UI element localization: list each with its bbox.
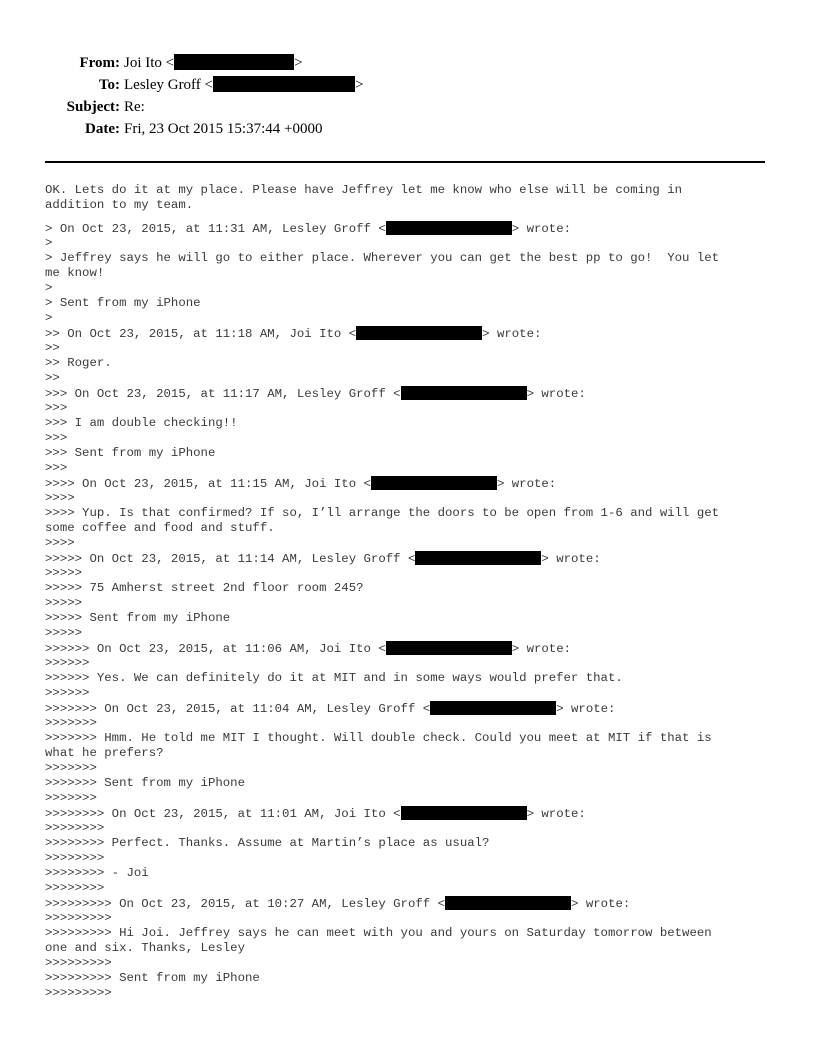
redaction-box (386, 221, 512, 235)
body-line: >>>>> 75 Amherst street 2nd floor room 245? (45, 581, 364, 595)
to-label: To: (98, 77, 120, 93)
body-line: >>>>>>>>> Sent from my iPhone (45, 971, 260, 985)
body-line: >>> I am double checking!! (45, 416, 238, 430)
paragraph-gap (45, 213, 775, 221)
body-line: > (45, 311, 53, 325)
redaction-box (371, 476, 497, 490)
body-line: OK. Lets do it at my place. Please have Jeffrey let me know who else will be coming in (45, 183, 683, 197)
body-line: >>>> On Oct 23, 2015, at 11:15 AM, Joi Ito < > wrote: (45, 477, 557, 491)
body-line: me know! (45, 266, 105, 280)
body-line: > Jeffrey says he will go to either place. Wherever you can get the best pp to go! You let (45, 251, 720, 265)
from-value: Joi Ito < > (124, 55, 303, 71)
body-line: >>>>>>> (45, 716, 97, 730)
body-line: >>>>> On Oct 23, 2015, at 11:14 AM, Lesley Groff < > wrote: (45, 552, 601, 566)
body-line: > (45, 281, 53, 295)
body-line: what he prefers? (45, 746, 164, 760)
redaction-box (430, 701, 556, 715)
body-line: addition to my team. (45, 198, 194, 212)
body-line: > On Oct 23, 2015, at 11:31 AM, Lesley Groff < > wrote: (45, 222, 572, 236)
body-line: >>>>>>>>> (45, 911, 112, 925)
redaction-box (356, 326, 482, 340)
email-body (45, 183, 775, 1001)
body-line: >>>>>> (45, 686, 90, 700)
body-line: >>>>>>>>> (45, 956, 112, 970)
to-value: Lesley Groff < > (124, 77, 364, 93)
body-line: >>>>>>> (45, 791, 97, 805)
body-line: >> On Oct 23, 2015, at 11:18 AM, Joi Ito < > wrote: (45, 327, 542, 341)
body-line: >>>>>>> On Oct 23, 2015, at 11:04 AM, Lesley Groff < > wrote: (45, 702, 616, 716)
body-line: >>>>>>>> Perfect. Thanks. Assume at Martin’s place as usual? (45, 836, 490, 850)
body-line: >> Roger. (45, 356, 112, 370)
body-line: some coffee and food and stuff. (45, 521, 275, 535)
body-line: >> (45, 341, 60, 355)
body-line: >>>>>>>> (45, 821, 105, 835)
redaction-box (401, 806, 527, 820)
header-divider (45, 161, 765, 163)
body-line: >>>>>>>> (45, 851, 105, 865)
subject-value: Re: (124, 99, 145, 115)
body-line: >>>>> Sent from my iPhone (45, 611, 231, 625)
body-line: >>>>> (45, 566, 83, 580)
body-line: >>>>>>> Sent from my iPhone (45, 776, 246, 790)
body-line: > (45, 236, 53, 250)
date-label: Date: (85, 121, 120, 137)
body-line: >>> (45, 431, 68, 445)
from-label: From: (79, 55, 120, 71)
body-line: >> (45, 371, 60, 385)
date-value: Fri, 23 Oct 2015 15:37:44 +0000 (124, 121, 323, 137)
body-line: >>>>>> Yes. We can definitely do it at MIT and in some ways would prefer that. (45, 671, 623, 685)
body-line: >>>>>>> Hmm. He told me MIT I thought. Will double check. Could you meet at MIT if that is (45, 731, 712, 745)
subject-label: Subject: (66, 99, 120, 115)
body-line: >>> (45, 401, 68, 415)
body-line: >>>>> (45, 626, 83, 640)
redaction-box (386, 641, 512, 655)
body-line: one and six. Thanks, Lesley (45, 941, 246, 955)
body-line: >>>> (45, 491, 75, 505)
redaction-box (445, 896, 571, 910)
body-line: >>>>>>>>> (45, 986, 112, 1000)
body-line: >>>>>>>> - Joi (45, 866, 149, 880)
redaction-box (401, 386, 527, 400)
redaction-box (213, 76, 355, 92)
body-line: >>>>>> (45, 656, 90, 670)
body-line: >>>>>>>> On Oct 23, 2015, at 11:01 AM, Joi Ito < > wrote: (45, 807, 586, 821)
body-line: >>>> Yup. Is that confirmed? If so, I’ll arrange the doors to be open from 1-6 and will get (45, 506, 720, 520)
body-line: >>>>>>>>> On Oct 23, 2015, at 10:27 AM, Lesley Groff < > wrote: (45, 897, 631, 911)
body-line: >>>>> (45, 596, 83, 610)
body-line: >>> (45, 461, 68, 475)
body-line: >>>> (45, 536, 75, 550)
body-line: > Sent from my iPhone (45, 296, 201, 310)
body-line: >>>>>> On Oct 23, 2015, at 11:06 AM, Joi Ito < > wrote: (45, 642, 572, 656)
redaction-box (415, 551, 541, 565)
body-line: >>>>>>> (45, 761, 97, 775)
body-line: >>> On Oct 23, 2015, at 11:17 AM, Lesley Groff < > wrote: (45, 387, 586, 401)
body-line: >>> Sent from my iPhone (45, 446, 216, 460)
body-line: >>>>>>>> (45, 881, 105, 895)
redaction-box (174, 54, 294, 70)
body-line: >>>>>>>>> Hi Joi. Jeffrey says he can meet with you and yours on Saturday tomorrow between (45, 926, 712, 940)
